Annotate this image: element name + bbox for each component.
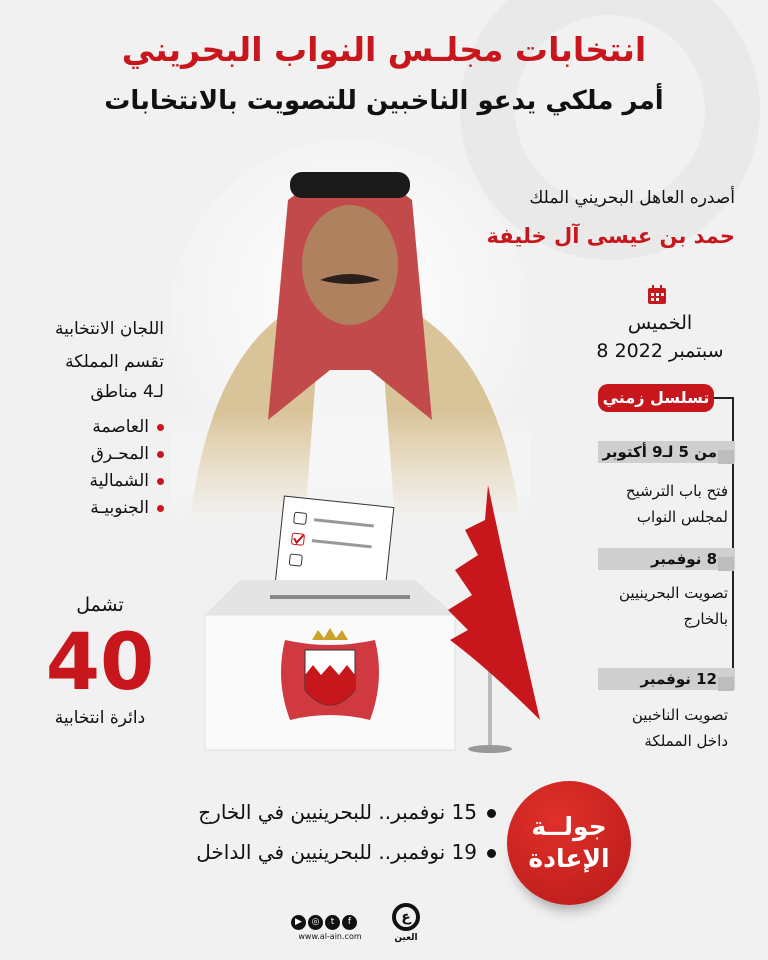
timeline-date: من 5 لـ9 أكتوبر: [598, 441, 735, 463]
event-line: بالخارج: [683, 610, 728, 628]
event-line: تصويت البحرينيين: [619, 584, 728, 602]
event-line: لمجلس النواب: [636, 508, 728, 526]
region-item: المحـرق: [4, 441, 164, 468]
timeline-date: 8 نوفمبر: [598, 548, 735, 570]
districts-label-top: تشمل: [76, 594, 124, 616]
social-icons: [290, 909, 358, 930]
runoff-item: 19 نوفمبر.. للبحرينيين في الداخل: [76, 832, 496, 872]
timeline-marker: [718, 677, 734, 691]
timeline-marker: [718, 450, 734, 464]
regions-list: [4, 414, 164, 522]
timeline-marker: [718, 557, 734, 571]
issuer-label: أصدره العاهل البحريني الملك: [529, 188, 735, 208]
committees-line: اللجان الانتخابية: [55, 319, 164, 339]
king-portrait: [170, 160, 530, 520]
twitter-icon[interactable]: t: [325, 915, 340, 930]
date-full: 8 سبتمبر 2022: [596, 340, 724, 362]
youtube-icon[interactable]: ▶: [291, 915, 306, 930]
ballot-box-illustration: [200, 470, 560, 760]
runoff-badge: [507, 781, 631, 905]
runoff-badge-line: الإعادة: [528, 844, 610, 873]
event-line: داخل المملكة: [644, 732, 728, 750]
timeline-badge: تسلسل زمني: [598, 384, 714, 412]
districts-count: 40: [45, 618, 155, 708]
timeline-date: 12 نوفمبر: [598, 668, 735, 690]
facebook-icon[interactable]: f: [342, 915, 357, 930]
site-url[interactable]: www.al-ain.com: [298, 932, 362, 941]
instagram-icon[interactable]: ◎: [308, 915, 323, 930]
page-subtitle: أمر ملكي يدعو الناخبين للتصويت بالانتخابات: [104, 86, 664, 116]
al-ain-logo: ع: [392, 903, 420, 931]
region-item: الجنوبيـة: [4, 495, 164, 522]
runoff-badge-line: جولــة: [531, 812, 607, 841]
date-day: الخميس: [627, 312, 693, 334]
runoff-list: [76, 792, 496, 872]
committees-text: [4, 314, 164, 407]
issuer-name: حمد بن عيسى آل خليفة: [486, 224, 735, 248]
committees-line: تقسم المملكة: [65, 352, 164, 372]
logo-text: العين: [394, 933, 418, 943]
event-line: تصويت الناخبين: [631, 706, 728, 724]
districts-label-bottom: دائرة انتخابية: [54, 708, 146, 728]
event-line: فتح باب الترشيح: [625, 482, 728, 500]
page-title: انتخابات مجلـس النواب البحريني: [121, 30, 647, 69]
calendar-icon: [647, 285, 667, 305]
runoff-item: 15 نوفمبر.. للبحرينيين في الخارج: [76, 792, 496, 832]
region-item: الشمالية: [4, 468, 164, 495]
bahrain-flag: [448, 485, 540, 720]
committees-line: لـ4 مناطق: [90, 382, 164, 402]
timeline-connector: [714, 397, 733, 399]
region-item: العاصمة: [4, 414, 164, 441]
